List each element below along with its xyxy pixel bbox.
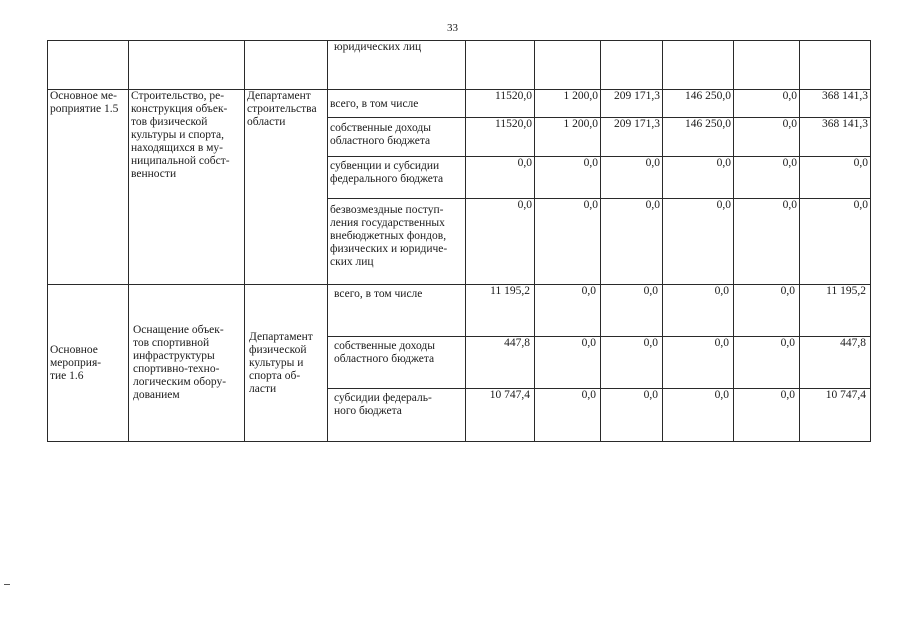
funding-source-cell: собственные доходы областного бюджета [328,118,466,157]
value-cell: 0,0 [466,157,535,199]
budget-table [47,40,871,442]
value-cell: 0,0 [800,199,871,285]
measure-department: Департамент строительства области [245,90,328,285]
measure-name: Строительство, ре- конструкция объек- тов физической культуры и спорта, находящихся в му- ниципальной собст- венности [129,90,245,285]
value-cell: 11520,0 [466,90,535,118]
value-cell: 0,0 [601,389,663,442]
measure-name: Оснащение объек- тов спортивной инфраструктуры спортивно-техно- логическим обору- дованием [129,285,245,442]
department-cell [245,41,328,90]
funding-source-cell: безвозмездные поступ- ления государственных внебюджетных фондов, физических и юридиче- ских лиц [328,199,466,285]
value-cell: 0,0 [601,285,663,337]
value-cell: 11 195,2 [800,285,871,337]
value-cell: 1 200,0 [535,90,601,118]
funding-source-cell: собственные доходы областного бюджета [328,337,466,389]
value-cell [800,41,871,90]
funding-source-cell: юридических лиц [328,41,466,90]
value-cell: 447,8 [800,337,871,389]
value-cell: 1 200,0 [535,118,601,157]
table-row [48,90,871,118]
margin-mark [4,584,10,585]
name-cell [129,41,245,90]
funding-source-cell: субсидии федераль- ного бюджета [328,389,466,442]
value-cell: 146 250,0 [663,118,734,157]
value-cell: 0,0 [535,389,601,442]
value-cell: 0,0 [535,157,601,199]
table-row [48,285,871,337]
value-cell [535,41,601,90]
value-cell: 0,0 [663,157,734,199]
value-cell: 0,0 [734,118,800,157]
value-cell [734,41,800,90]
value-cell: 0,0 [601,337,663,389]
value-cell: 0,0 [535,199,601,285]
value-cell: 0,0 [734,389,800,442]
value-cell: 10 747,4 [800,389,871,442]
value-cell: 0,0 [663,337,734,389]
value-cell: 368 141,3 [800,118,871,157]
measure-title: Основное мероприя- тие 1.6 [48,285,129,442]
page-number: 33 [447,22,458,34]
value-cell [466,41,535,90]
measure-department: Департамент физической культуры и спорта об- ласти [245,285,328,442]
value-cell [663,41,734,90]
value-cell: 0,0 [535,337,601,389]
value-cell: 368 141,3 [800,90,871,118]
value-cell: 11 195,2 [466,285,535,337]
funding-source-cell: субвенции и субсидии федерального бюджета [328,157,466,199]
measure-title: Основное ме- роприятие 1.5 [48,90,129,285]
value-cell: 0,0 [663,389,734,442]
value-cell: 0,0 [663,285,734,337]
value-cell: 11520,0 [466,118,535,157]
value-cell [601,41,663,90]
value-cell: 0,0 [734,337,800,389]
value-cell: 0,0 [535,285,601,337]
value-cell: 0,0 [466,199,535,285]
value-cell: 146 250,0 [663,90,734,118]
title-cell [48,41,129,90]
value-cell: 0,0 [601,199,663,285]
funding-source-cell: всего, в том числе [328,285,466,337]
value-cell: 209 171,3 [601,90,663,118]
value-cell: 0,0 [663,199,734,285]
funding-source-cell: всего, в том числе [328,90,466,118]
value-cell: 0,0 [734,90,800,118]
value-cell: 0,0 [734,199,800,285]
value-cell: 0,0 [734,285,800,337]
value-cell: 0,0 [800,157,871,199]
value-cell: 0,0 [734,157,800,199]
value-cell: 10 747,4 [466,389,535,442]
value-cell: 0,0 [601,157,663,199]
value-cell: 447,8 [466,337,535,389]
carryover-row [48,41,871,90]
value-cell: 209 171,3 [601,118,663,157]
